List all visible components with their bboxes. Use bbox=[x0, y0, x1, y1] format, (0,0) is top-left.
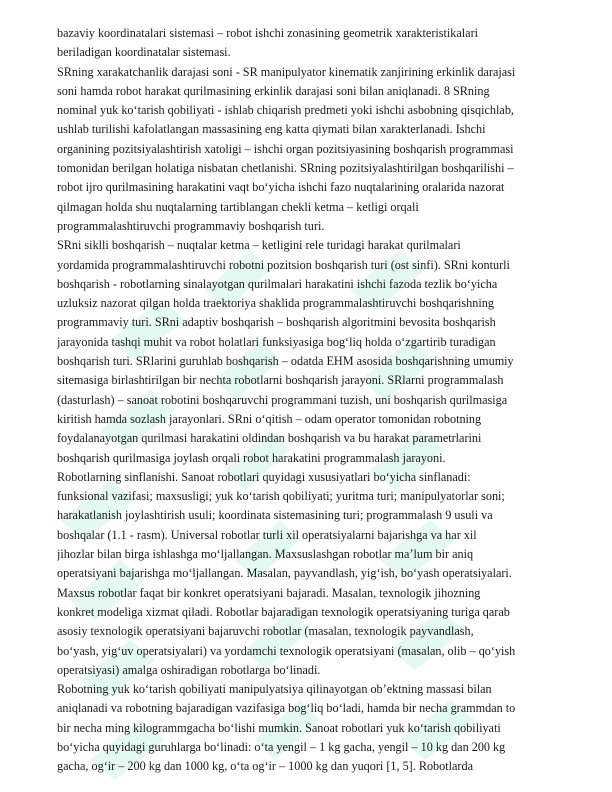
text-line: Robotning yuk ko‘tarish qobiliyati manipulyatsiya qilinayotgan ob’ektning massasi bilan bbox=[57, 682, 492, 697]
text-line: organining pozitsiyalashtirish xatoligi – ishchi organ pozitsiyasining boshqarish programmasi bbox=[57, 141, 514, 156]
text-line: tomonidan berilgan holatiga nisbatan chetlanishi. SRning pozitsiyalashtirilgan boshqarilishi – bbox=[57, 161, 514, 176]
text-line: sitemasiga birlashtirilgan bir nechta robotlarni boshqarish jarayoni. SRlarni programmalash bbox=[57, 373, 504, 388]
text-line: Robotlarning sinflanishi. Sanoat robotlari quyidagi xususiyatlari bo‘yicha sinflanadi: bbox=[57, 469, 471, 484]
text-line: bazaviy koordinatalari sistemasi – robot ishchi zonasining geometrik xarakteristikalari bbox=[57, 26, 479, 40]
text-line: bir necha ming kilogrammgacha bo‘lishi mumkin. Sanoat robotlari yuk ko‘tarish qobiliyati bbox=[57, 720, 501, 735]
text-line: qilmagan holda shu nuqtalarning tartiblangan chekli ketma – ketligi orqali bbox=[57, 199, 419, 214]
text-line: aniqlanadi va robotning bajaradigan vazifasiga bog‘liq bo‘ladi, hamda bir necha grammdan to bbox=[57, 701, 516, 716]
text-line: kiritish hamda sozlash jarayonlari. SRni o‘qitish – odam operator tomonidan robotning bbox=[57, 411, 482, 426]
text-line: yordamida programmalashtiruvchi robotni pozitsion boshqarish turi (ost sinfi). SRni konturli bbox=[57, 257, 510, 272]
text-line: SRning xarakatchanlik darajasi soni - SR manipulyator kinematik zanjirining erkinlik darajasi bbox=[57, 64, 516, 79]
text-line: uzluksiz nazorat qilgan holda traektoriya shaklida programmalashtiruvchi boshqarishning bbox=[57, 296, 494, 311]
text-line: programmaviy turi. SRni adaptiv boshqarish – boshqarish algoritmini bevosita boshqarish bbox=[57, 315, 496, 330]
text-line: beriladigan koordinatalar sistemasi. bbox=[57, 45, 231, 60]
text-line: operatsiyani bajarishga mo‘ljallangan. Masalan, payvandlash, yig‘ish, bo‘yash operatsiyalari. bbox=[57, 566, 512, 581]
text-line: gacha, og‘ir – 200 kg dan 1000 kg, o‘ta og‘ir – 1000 kg dan yuqori [1, 5]. Robotlarda bbox=[57, 759, 473, 774]
text-line: soni hamda robot harakat qurilmasining erkinlik darajasi soni bilan aniqlanadi. 8 SRning bbox=[57, 83, 490, 98]
text-line: asosiy texnologik operatsiyani bajaruvchi robotlar (masalan, texnologik payvandlash, bbox=[57, 624, 474, 639]
text-line: foydalanayotgan qurilmasi harakatini oldindan boshqarish va bu harakat parametrlarini bbox=[57, 431, 482, 446]
text-line: ushlab turilishi kafolatlangan massasining eng katta qiymati bilan xarakterlanadi. Ishchi bbox=[57, 122, 486, 137]
text-line: bo‘yicha quyidagi guruhlarga bo‘linadi: o‘ta yengil – 1 kg gacha, yengil – 10 kg dan 200 kg bbox=[57, 739, 506, 754]
text-line: boshqarish qurilmasiga joylash orqali robot harakatini programmalash jarayoni. bbox=[57, 450, 446, 465]
text-line: jarayonida tashqi muhit va robot holatlari funksiyasiga bog‘liq holda o‘zgartirib turadigan bbox=[57, 334, 496, 349]
text-line: boshqarish - robotlarning sinalayotgan qurilmalari harakatini ishchi fazoda tezlik bo‘yicha bbox=[57, 276, 498, 291]
text-line: SRni siklli boshqarish – nuqtalar ketma – ketligini rele turidagi harakat qurilmalari bbox=[57, 238, 461, 253]
text-line: bo‘yash, yig‘uv operatsiyalari) va yordamchi texnologik operatsiyani (masalan, olib – qo‘yish bbox=[57, 643, 516, 658]
text-line: (dasturlash) – sanoat robotini boshqaruvchi programmani tuzish, uni boshqarish qurilmasiga bbox=[57, 392, 508, 407]
text-line: programmalashtiruvchi programmaviy boshqarish turi. bbox=[57, 218, 325, 233]
text-line: nominal yuk ko‘tarish qobiliyati - ishlab chiqarish predmeti yoki ishchi asbobning qisqichlab, bbox=[57, 103, 514, 118]
text-line: Maxsus robotlar faqat bir konkret operatsiyani bajaradi. Masalan, texnologik jihozning bbox=[57, 585, 481, 600]
text-line: operatsiyasi) amalga oshiradigan robotlarga bo‘linadi. bbox=[57, 662, 321, 677]
text-line: konkret modeliga xizmat qiladi. Robotlar bajaradigan texnologik operatsiyaning turiga qarab bbox=[57, 604, 510, 619]
text-line: funksional vazifasi; maxsusligi; yuk ko‘tarish qobiliyati; yuritma turi; manipulyatorlar soni; bbox=[57, 489, 505, 504]
text-line: robot ijro qurilmasining harakatini vaqt bo‘yicha ishchi fazo nuqtalarining oralarida nazorat bbox=[57, 180, 505, 195]
document-body bbox=[57, 24, 586, 777]
text-line: boshqalar (1.1 - rasm). Universal robotlar turli xil operatsiyalarni bajarishga va har xil bbox=[57, 527, 477, 542]
text-line: harakatlanish joylashtirish usuli; koordinata sistemasining turi; programmalash 9 usuli va bbox=[57, 508, 493, 523]
text-line: boshqarish turi. SRlarini guruhlab boshqarish – odatda EHM asosida boshqarishning umumiy bbox=[57, 354, 514, 369]
text-line: jihozlar bilan birga ishlashga mo‘ljallangan. Maxsuslashgan robotlar ma’lum bir aniq bbox=[57, 547, 474, 562]
